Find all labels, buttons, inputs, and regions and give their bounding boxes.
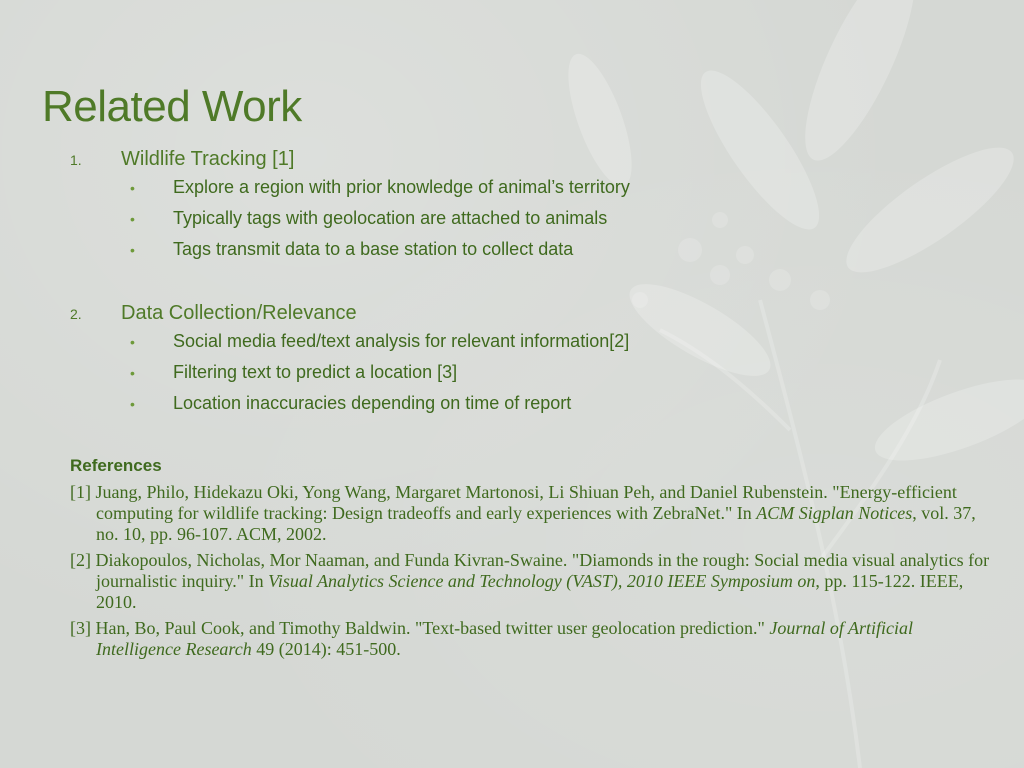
bullet-glyph: • xyxy=(130,396,135,412)
reference-details: , vol. 37, no. 10, pp. 96-107. ACM, 2002. xyxy=(96,503,976,544)
reference-item xyxy=(70,618,990,660)
bullet-text: Typically tags with geolocation are attached to animals xyxy=(173,208,608,228)
bullet-item xyxy=(70,177,630,208)
reference-venue: Visual Analytics Science and Technology (VAST), 2010 IEEE Symposium on xyxy=(268,571,816,591)
bullet-item xyxy=(70,208,630,239)
section-heading-row xyxy=(70,302,629,325)
bullet-glyph: • xyxy=(130,242,135,258)
bullet-text: Location inaccuracies depending on time of report xyxy=(173,393,572,413)
bullet-text: Social media feed/text analysis for relevant information[2] xyxy=(173,331,630,351)
reference-text: [3] Han, Bo, Paul Cook, and Timothy Baldwin. "Text-based twitter user geolocation prediction." xyxy=(70,618,770,638)
reference-text: [1] Juang, Philo, Hidekazu Oki, Yong Wang, Margaret Martonosi, Li Shiuan Peh, and Daniel Rubenstein. "Energy-efficient computing for wildlife tracking: Design tradeoffs and early experiences with ZebraNet." In xyxy=(70,482,957,523)
bullet-item xyxy=(70,239,630,270)
reference-text: [2] Diakopoulos, Nicholas, Mor Naaman, and Funda Kivran-Swaine. "Diamonds in the rough: Social media visual analytics for journalistic inquiry." In xyxy=(70,550,990,591)
bullet-item xyxy=(70,393,629,424)
section-heading-row xyxy=(70,148,630,171)
bullet-list xyxy=(70,177,630,270)
bullet-text: Explore a region with prior knowledge of animal’s territory xyxy=(173,177,630,197)
bullet-text: Filtering text to predict a location [3] xyxy=(173,362,458,382)
references-heading: References xyxy=(70,456,162,475)
bullet-list xyxy=(70,331,629,424)
slide-title: Related Work xyxy=(42,82,302,131)
bullet-text: Tags transmit data to a base station to collect data xyxy=(173,239,574,259)
bullet-item xyxy=(70,331,629,362)
references-block xyxy=(70,456,990,665)
section-number: 1. xyxy=(70,152,82,168)
section-wildlife-tracking xyxy=(70,148,630,270)
bullet-item xyxy=(70,362,629,393)
section-heading: Data Collection/Relevance xyxy=(121,302,357,324)
reference-item xyxy=(70,482,990,545)
bullet-glyph: • xyxy=(130,334,135,350)
reference-venue: Journal of Artificial Intelligence Research xyxy=(96,618,914,659)
bullet-glyph: • xyxy=(130,180,135,196)
reference-details: 49 (2014): 451-500. xyxy=(251,639,401,659)
reference-item xyxy=(70,550,990,613)
reference-details: , pp. 115-122. IEEE, 2010. xyxy=(96,571,964,612)
bullet-glyph: • xyxy=(130,365,135,381)
section-heading: Wildlife Tracking [1] xyxy=(121,148,295,170)
bullet-glyph: • xyxy=(130,211,135,227)
reference-venue: ACM Sigplan Notices xyxy=(756,503,913,523)
section-data-collection xyxy=(70,302,629,424)
section-number: 2. xyxy=(70,306,82,322)
